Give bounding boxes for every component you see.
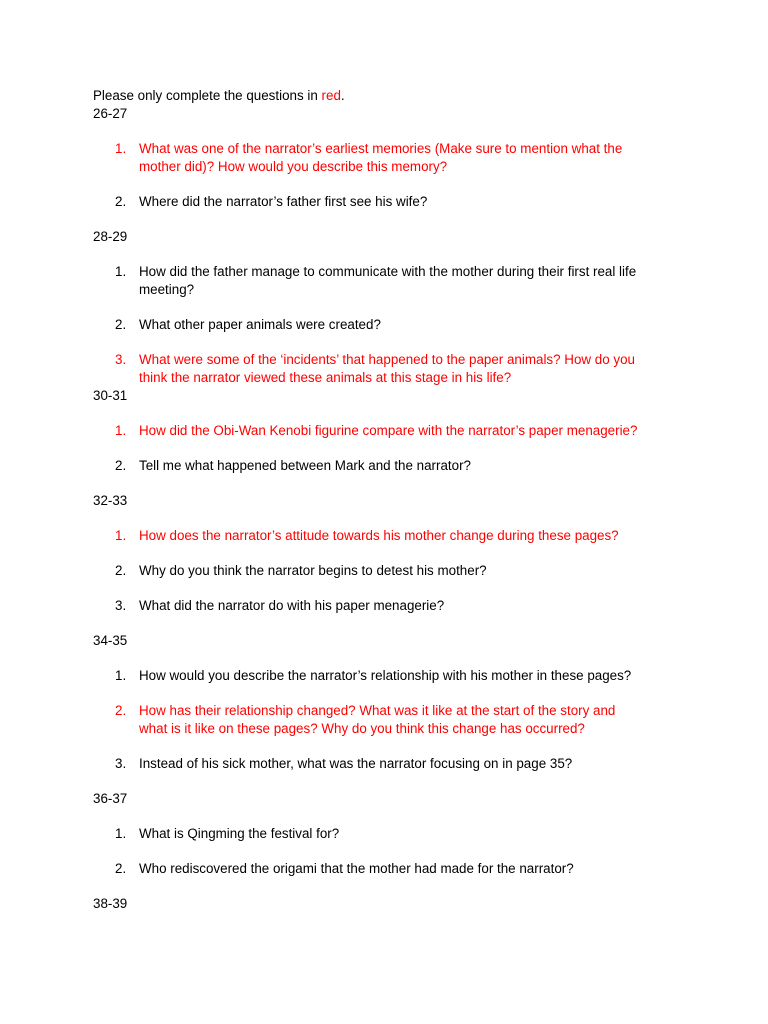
question-text-line: Who rediscovered the origami that the mother had made for the narrator? (139, 861, 574, 876)
question-text-line: Why do you think the narrator begins to detest his mother? (139, 563, 487, 578)
question-text-line: what is it like on these pages? Why do you think this change has occurred? (139, 721, 585, 736)
question-text-line: think the narrator viewed these animals at this stage in his life? (139, 370, 512, 385)
question-text-line: mother did)? How would you describe this memory? (139, 159, 448, 174)
question-item (93, 860, 693, 878)
question-text-line: What did the narrator do with his paper menagerie? (139, 598, 445, 613)
question-text-line: meeting? (139, 282, 195, 297)
section-label: 28-29 (93, 229, 128, 244)
question-item (93, 351, 693, 387)
instruction-text: Please only complete the questions in (93, 88, 322, 103)
question-text-line: How does the narrator’s attitude towards his mother change during these pages? (139, 528, 619, 543)
question-text-line: How did the Obi-Wan Kenobi figurine compare with the narrator’s paper menagerie? (139, 423, 638, 438)
question-text-line: What were some of the ‘incidents’ that happened to the paper animals? How do you (139, 352, 635, 367)
instruction-line (93, 87, 693, 105)
section-label: 26-27 (93, 106, 128, 121)
question-item (93, 140, 693, 176)
question-item (93, 263, 693, 299)
question-item (93, 755, 693, 773)
question-text-line: What is Qingming the festival for? (139, 826, 340, 841)
question-number: 1. (115, 264, 127, 279)
question-number: 2. (115, 703, 127, 718)
section-label: 38-39 (93, 896, 128, 911)
question-number: 1. (115, 528, 127, 543)
question-text-line: How has their relationship changed? What was it like at the start of the story and (139, 703, 616, 718)
question-number: 3. (115, 756, 127, 771)
question-item (93, 457, 693, 475)
question-item (93, 527, 693, 545)
document-page (93, 87, 693, 913)
question-number: 3. (115, 352, 127, 367)
instruction-highlight: red (321, 88, 341, 103)
question-number: 1. (115, 668, 127, 683)
question-item (93, 667, 693, 685)
question-number: 1. (115, 423, 127, 438)
question-item (93, 316, 693, 334)
question-number: 1. (115, 826, 127, 841)
question-number: 3. (115, 598, 127, 613)
question-text-line: What other paper animals were created? (139, 317, 381, 332)
question-text-line: Instead of his sick mother, what was the narrator focusing on in page 35? (139, 756, 573, 771)
question-text-line: How would you describe the narrator’s relationship with his mother in these pages? (139, 668, 632, 683)
question-number: 2. (115, 194, 127, 209)
section-label: 36-37 (93, 791, 128, 806)
question-number: 2. (115, 861, 127, 876)
section-label: 30-31 (93, 388, 128, 403)
question-item (93, 825, 693, 843)
instruction-suffix: . (340, 88, 345, 103)
question-item (93, 597, 693, 615)
question-text-line: Tell me what happened between Mark and the narrator? (139, 458, 471, 473)
question-text-line: What was one of the narrator’s earliest memories (Make sure to mention what the (139, 141, 623, 156)
question-number: 1. (115, 141, 127, 156)
question-sections (93, 105, 693, 913)
question-item (93, 702, 693, 738)
question-text-line: Where did the narrator’s father first see his wife? (139, 194, 428, 209)
question-number: 2. (115, 458, 127, 473)
question-text-line: How did the father manage to communicate with the mother during their first real life (139, 264, 637, 279)
question-item (93, 562, 693, 580)
section-label: 34-35 (93, 633, 128, 648)
question-number: 2. (115, 317, 127, 332)
question-item (93, 422, 693, 440)
question-item (93, 193, 693, 211)
question-number: 2. (115, 563, 127, 578)
section-label: 32-33 (93, 493, 128, 508)
